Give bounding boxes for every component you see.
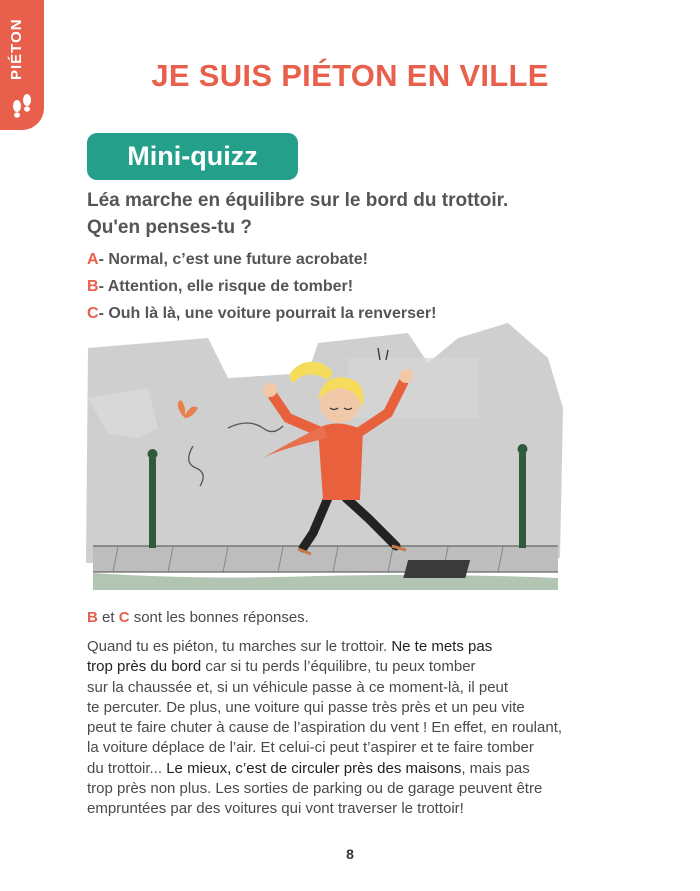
answer-letter: B [87, 278, 99, 295]
text-line: te percuter. De plus, une voiture qui passe très près et un peu vite [87, 698, 525, 716]
page-number: 8 [346, 846, 354, 862]
text-line: la voiture déplace de l’air. Et celui-ci peut t’aspirer et te faire tomber [87, 739, 534, 757]
verdict-rest: sont les bonnes réponses. [129, 609, 309, 626]
answer-text: - Ouh là là, une voiture pourrait la renverser! [98, 305, 437, 322]
text-span: Quand tu es piéton, tu marches sur le trottoir. [87, 638, 392, 655]
answer-verdict [87, 608, 647, 628]
text-line: empruntées par des voitures qui vont traverser le trottoir! [87, 800, 464, 818]
text-line: trop près non plus. Les sorties de parking ou de garage peuvent être [87, 780, 543, 798]
answer-b [87, 275, 647, 299]
verdict-mid: et [97, 609, 119, 626]
text-line: sur la chaussée et, si un véhicule passe à ce moment-là, il peut [87, 678, 509, 696]
text-span: car si tu perds l’équilibre, tu peux tomber [201, 658, 476, 676]
answer-letter: C [87, 305, 99, 322]
text-line [87, 759, 647, 779]
highlight-text: Le mieux, c’est de circuler près des maisons [166, 759, 462, 777]
question-line-1: Léa marche en équilibre sur le bord du trottoir. [87, 190, 509, 211]
answer-text: - Normal, c’est une future acrobate! [98, 251, 368, 268]
quiz-badge: Mini-quizz [87, 133, 298, 180]
section-tab-label: PIÉTON [8, 18, 25, 80]
girl-balancing-on-curb-illustration [78, 318, 568, 593]
highlight-text: Ne te mets pas [391, 638, 493, 655]
question-line-2: Qu'en penses-tu ? [87, 217, 252, 238]
verdict-letter-c: C [118, 609, 130, 626]
text-span: du trottoir... [87, 759, 167, 777]
quiz-question [87, 187, 627, 241]
answer-letter: A [87, 251, 99, 268]
text-line [87, 637, 647, 657]
highlight-text: trop près du bord [87, 658, 202, 676]
text-line [87, 657, 647, 677]
footprints-icon [9, 92, 35, 120]
answer-a [87, 248, 647, 272]
text-span: , mais pas [461, 759, 530, 777]
answer-text: - Attention, elle risque de tomber! [98, 278, 354, 295]
text-line: peut te faire chuter à cause de l’aspiration du vent ! En effet, en roulant, [87, 719, 563, 737]
page-title: JE SUIS PIÉTON EN VILLE [151, 58, 549, 93]
verdict-letter-b: B [87, 609, 98, 626]
answer-list [87, 248, 647, 329]
explanation-paragraph [87, 637, 647, 820]
